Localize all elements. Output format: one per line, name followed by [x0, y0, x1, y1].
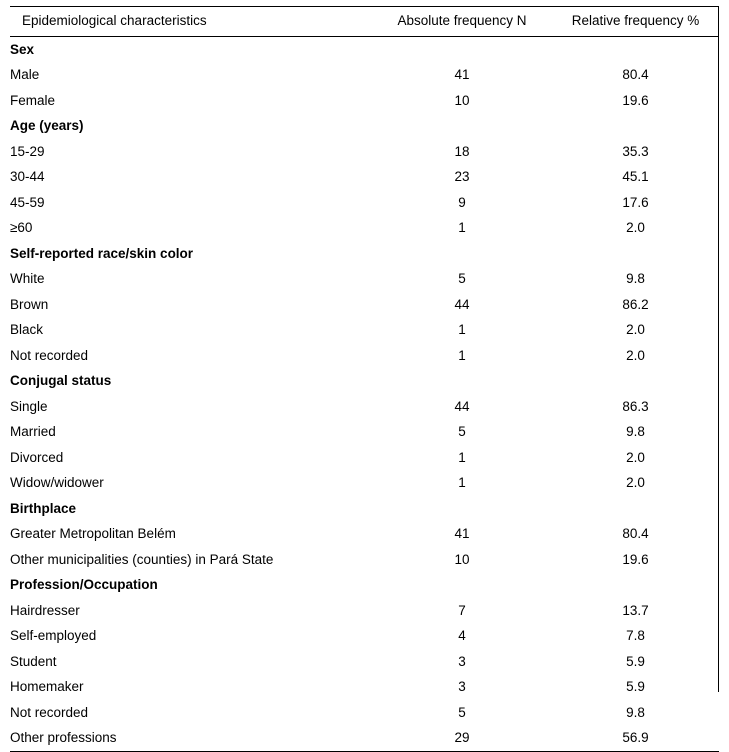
cell-relative-frequency: 9.8 [626, 704, 645, 720]
table-row [10, 62, 719, 88]
group-label: Birthplace [10, 500, 77, 516]
row-label: Single [10, 398, 48, 414]
table-row [10, 521, 719, 547]
group-label: Sex [10, 41, 35, 57]
cell-absolute-frequency: 18 [454, 143, 470, 159]
cell-relative-frequency: 5.9 [626, 653, 645, 669]
cell-relative-frequency: 19.6 [622, 92, 649, 108]
group-label: Age (years) [10, 118, 84, 133]
table-right-rule [718, 6, 719, 692]
cell-absolute-frequency: 4 [458, 628, 466, 643]
cell-absolute-frequency [372, 113, 552, 139]
cell-absolute-frequency: 10 [454, 551, 470, 567]
cell-relative-frequency: 2.0 [626, 449, 645, 465]
epidemiological-characteristics-table [10, 6, 719, 751]
row-label: Female [10, 92, 56, 108]
row-label: 15-29 [10, 143, 45, 159]
row-label: Homemaker [10, 679, 84, 694]
table-row [10, 343, 719, 369]
cell-absolute-frequency: 44 [454, 296, 470, 312]
cell-absolute-frequency [372, 572, 552, 598]
row-label: Not recorded [10, 704, 89, 720]
group-label: Self-reported race/skin color [10, 245, 194, 261]
table-row [10, 470, 719, 496]
cell-relative-frequency: 5.9 [626, 679, 645, 694]
cell-relative-frequency: 2.0 [626, 475, 645, 490]
cell-absolute-frequency [372, 368, 552, 394]
table-group-row [10, 572, 719, 598]
table-row [10, 623, 719, 649]
table-row [10, 266, 719, 292]
cell-relative-frequency: 17.6 [622, 194, 649, 210]
table-group-row [10, 36, 719, 62]
table-row [10, 317, 719, 343]
table-row [10, 598, 719, 624]
cell-relative-frequency: 86.2 [622, 296, 649, 312]
row-label: Greater Metropolitan Belém [10, 526, 176, 541]
cell-absolute-frequency [372, 36, 552, 62]
cell-relative-frequency: 80.4 [622, 67, 649, 82]
table-row [10, 419, 719, 445]
cell-absolute-frequency: 5 [458, 704, 466, 720]
cell-absolute-frequency: 3 [458, 653, 466, 669]
table-group-row [10, 496, 719, 522]
row-label: 30-44 [10, 169, 45, 184]
cell-relative-frequency [552, 496, 719, 522]
cell-relative-frequency: 2.0 [626, 220, 645, 235]
row-label: Married [10, 424, 56, 439]
row-label: White [10, 271, 45, 286]
table-row [10, 164, 719, 190]
table-header [10, 7, 719, 37]
cell-relative-frequency: 2.0 [626, 322, 645, 337]
row-label: Hairdresser [10, 602, 80, 618]
table-row [10, 649, 719, 675]
row-label: ≥60 [10, 220, 33, 235]
row-label: Other municipalities (counties) in Pará State [10, 551, 274, 567]
cell-absolute-frequency: 1 [458, 322, 466, 337]
row-label: Black [10, 322, 44, 337]
row-label: Male [10, 67, 40, 82]
row-label: Not recorded [10, 347, 89, 363]
cell-absolute-frequency: 1 [458, 475, 466, 490]
cell-relative-frequency: 2.0 [626, 347, 645, 363]
cell-absolute-frequency: 5 [458, 424, 466, 439]
cell-relative-frequency [552, 368, 719, 394]
cell-relative-frequency: 35.3 [622, 143, 649, 159]
cell-relative-frequency: 13.7 [622, 602, 649, 618]
cell-absolute-frequency [372, 241, 552, 267]
cell-relative-frequency: 9.8 [626, 424, 645, 439]
table-row [10, 190, 719, 216]
column-header-characteristic: Epidemiological characteristics [10, 7, 372, 37]
table-row [10, 445, 719, 471]
row-label: Student [10, 653, 57, 669]
cell-relative-frequency [552, 572, 719, 598]
cell-absolute-frequency: 41 [454, 67, 470, 82]
table-group-row [10, 368, 719, 394]
table-group-row [10, 241, 719, 267]
column-header-relative-frequency: Relative frequency % [552, 7, 719, 37]
table-row [10, 292, 719, 318]
cell-absolute-frequency: 29 [454, 730, 470, 745]
row-label: Self-employed [10, 628, 97, 643]
cell-absolute-frequency: 7 [458, 602, 466, 618]
cell-absolute-frequency: 1 [458, 449, 466, 465]
cell-absolute-frequency: 1 [458, 220, 466, 235]
cell-relative-frequency [552, 36, 719, 62]
cell-absolute-frequency: 5 [458, 271, 466, 286]
cell-absolute-frequency: 1 [458, 347, 466, 363]
row-label: 45-59 [10, 194, 45, 210]
row-label: Brown [10, 296, 49, 312]
epidemiological-characteristics-table-container [10, 6, 719, 752]
cell-absolute-frequency: 41 [454, 526, 470, 541]
row-label: Widow/widower [10, 475, 104, 490]
table-row [10, 674, 719, 700]
table-header-row [10, 7, 719, 37]
cell-relative-frequency: 86.3 [622, 398, 649, 414]
column-header-absolute-frequency: Absolute frequency N [372, 7, 552, 37]
table-row [10, 547, 719, 573]
cell-absolute-frequency: 44 [454, 398, 470, 414]
cell-relative-frequency [552, 113, 719, 139]
cell-absolute-frequency: 3 [458, 679, 466, 694]
cell-absolute-frequency: 9 [458, 194, 466, 210]
table-group-row [10, 113, 719, 139]
table-row [10, 139, 719, 165]
cell-relative-frequency [552, 241, 719, 267]
cell-relative-frequency: 45.1 [622, 169, 649, 184]
group-label: Conjugal status [10, 373, 112, 388]
table-row [10, 215, 719, 241]
table-row [10, 725, 719, 751]
row-label: Divorced [10, 449, 64, 465]
cell-absolute-frequency: 23 [454, 169, 470, 184]
table-body [10, 36, 719, 751]
cell-relative-frequency: 56.9 [622, 730, 649, 745]
cell-relative-frequency: 9.8 [626, 271, 645, 286]
cell-relative-frequency: 7.8 [626, 628, 645, 643]
cell-absolute-frequency: 10 [454, 92, 470, 108]
table-row [10, 700, 719, 726]
cell-absolute-frequency [372, 496, 552, 522]
table-row [10, 88, 719, 114]
group-label: Profession/Occupation [10, 577, 158, 592]
table-bottom-rule [10, 751, 719, 752]
table-row [10, 394, 719, 420]
cell-relative-frequency: 19.6 [622, 551, 649, 567]
cell-relative-frequency: 80.4 [622, 526, 649, 541]
row-label: Other professions [10, 730, 117, 745]
